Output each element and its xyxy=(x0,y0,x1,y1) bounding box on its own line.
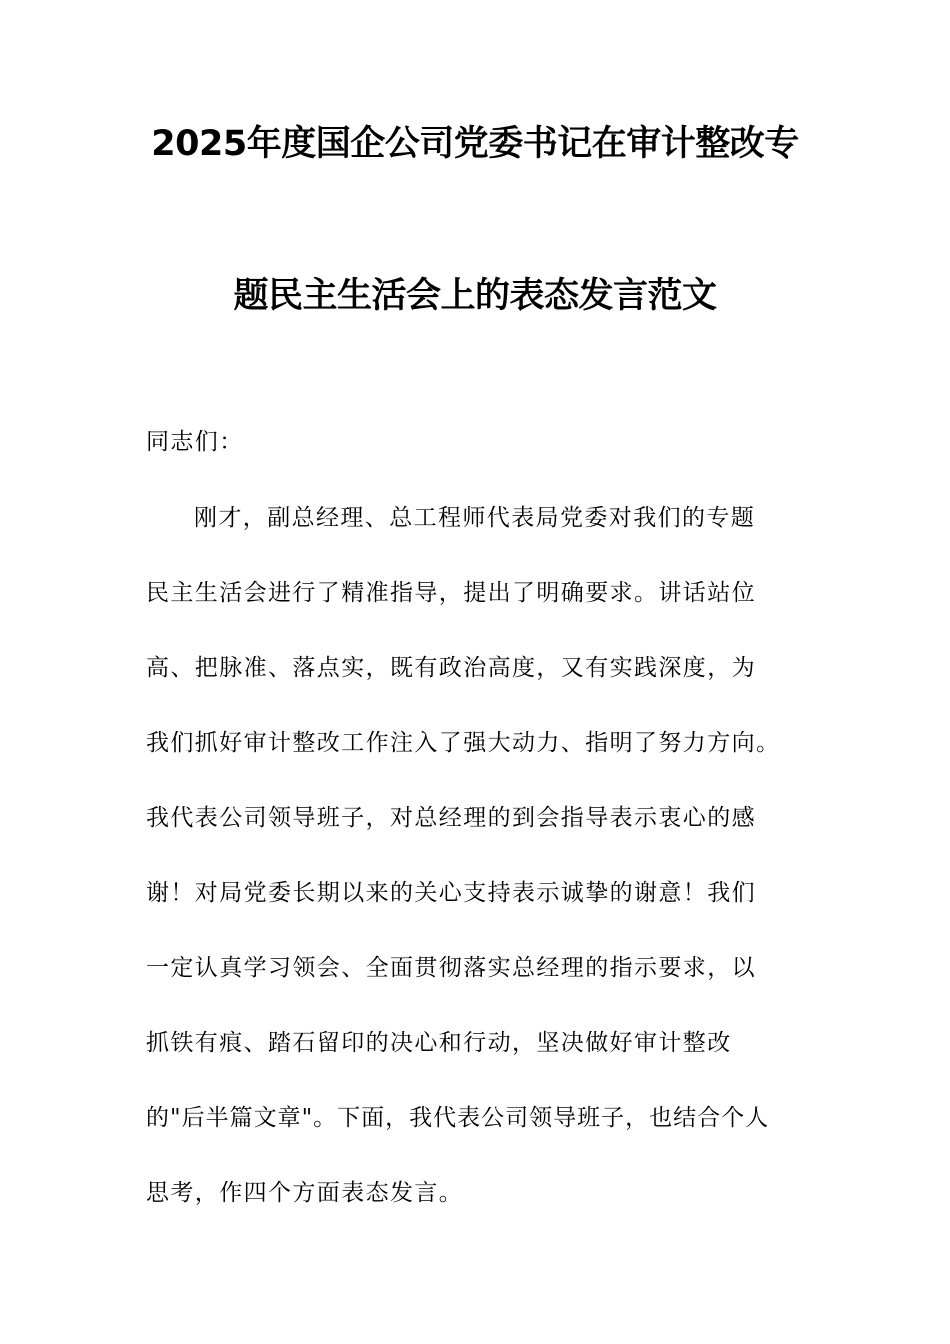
paragraph-line-4: 我们抓好审计整改工作注入了强大动力、指明了努力方向。 xyxy=(146,730,781,756)
salutation: 同志们： xyxy=(146,429,244,455)
paragraph-line-5: 我代表公司领导班子，对总经理的到会指导表示衷心的感 xyxy=(146,805,756,831)
document-title-line-1: 2025年度国企公司党委书记在审计整改专 xyxy=(151,124,799,164)
document-title-line-2: 题民主生活会上的表态发言范文 xyxy=(233,276,717,316)
paragraph-line-10: 思考，作四个方面表态发言。 xyxy=(146,1180,464,1206)
paragraph-line-8: 抓铁有痕、踏石留印的决心和行动，坚决做好审计整改 xyxy=(146,1030,732,1056)
paragraph-line-6: 谢！对局党委长期以来的关心支持表示诚挚的谢意！我们 xyxy=(146,880,756,906)
paragraph-line-1: 刚才，副总经理、总工程师代表局党委对我们的专题 xyxy=(194,505,756,531)
paragraph-line-2: 民主生活会进行了精准指导，提出了明确要求。讲话站位 xyxy=(146,580,756,606)
paragraph-line-9: 的"后半篇文章"。下面，我代表公司领导班子，也结合个人 xyxy=(146,1105,770,1131)
paragraph-line-7: 一定认真学习领会、全面贯彻落实总经理的指示要求，以 xyxy=(146,955,756,981)
paragraph-line-3: 高、把脉准、落点实，既有政治高度，又有实践深度，为 xyxy=(146,655,756,681)
